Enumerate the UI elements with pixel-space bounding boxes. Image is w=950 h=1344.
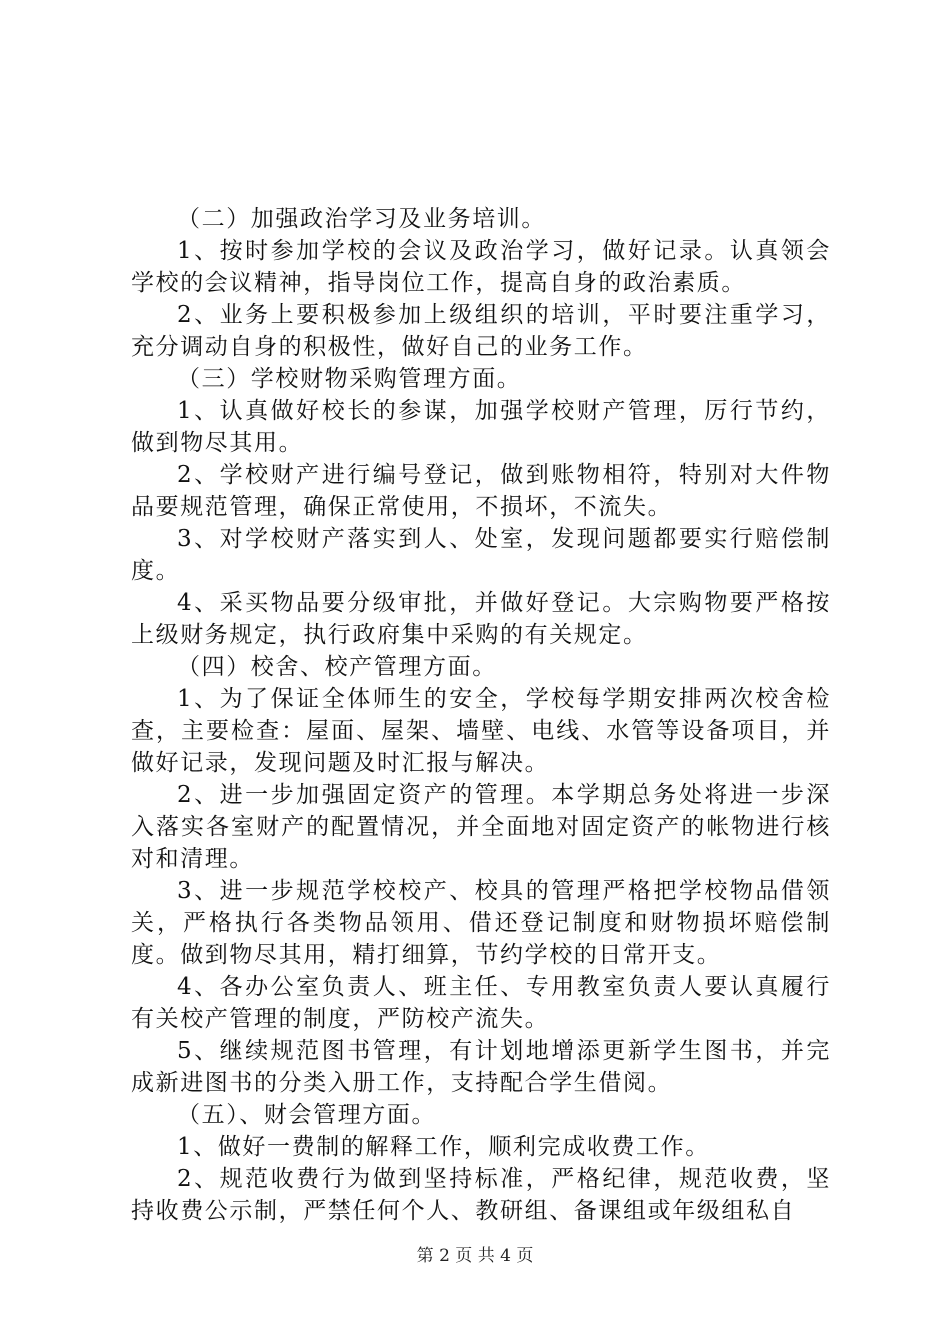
paragraph: 2、规范收费行为做到坚持标准，严格纪律，规范收费，坚持收费公示制，严禁任何个人、教研组、备课组或年级组私自 [131,1166,831,1224]
section-heading-5: （五）、财会管理方面。 [177,1102,437,1128]
section-heading-2: （二）加强政治学习及业务培训。 [177,206,546,232]
section-heading-4: （四）校舍、校产管理方面。 [177,654,497,680]
page-number-footer: 第 2 页 共 4 页 [416,1246,534,1266]
paragraph: 4、采买物品要分级审批，并做好登记。大宗购物要严格按上级财务规定，执行政府集中采购的有关规定。 [131,590,831,648]
document-body [131,203,831,1227]
paragraph: 2、进一步加强固定资产的管理。本学期总务处将进一步深入落实各室财产的配置情况，并全面地对固定资产的帐物进行核对和清理。 [131,782,831,872]
section-heading-3: （三）学校财物采购管理方面。 [177,366,522,392]
paragraph: 1、为了保证全体师生的安全，学校每学期安排两次校舍检查，主要检查：屋面、屋架、墙壁、电线、水管等设备项目，并做好记录，发现问题及时汇报与解决。 [131,686,831,776]
paragraph: 2、业务上要积极参加上级组织的培训，平时要注重学习，充分调动自身的积极性，做好自己的业务工作。 [131,302,831,360]
paragraph: 3、进一步规范学校校产、校具的管理严格把学校物品借领关，严格执行各类物品领用、借还登记制度和财物损坏赔偿制度。做到物尽其用，精打细算，节约学校的日常开支。 [131,878,831,968]
paragraph: 4、各办公室负责人、班主任、专用教室负责人要认真履行有关校产管理的制度，严防校产流失。 [131,974,831,1032]
paragraph: 1、认真做好校长的参谋，加强学校财产管理，厉行节约，做到物尽其用。 [131,398,831,456]
paragraph: 3、对学校财产落实到人、处室，发现问题都要实行赔偿制度。 [131,526,831,584]
paragraph: 2、学校财产进行编号登记，做到账物相符，特别对大件物品要规范管理，确保正常使用，不损坏，不流失。 [131,462,831,520]
paragraph: 5、继续规范图书管理，有计划地增添更新学生图书，并完成新进图书的分类入册工作，支持配合学生借阅。 [131,1038,831,1096]
paragraph: 1、按时参加学校的会议及政治学习，做好记录。认真领会学校的会议精神，指导岗位工作，提高自身的政治素质。 [131,238,831,296]
paragraph: 1、做好一费制的解释工作，顺利完成收费工作。 [177,1134,710,1160]
